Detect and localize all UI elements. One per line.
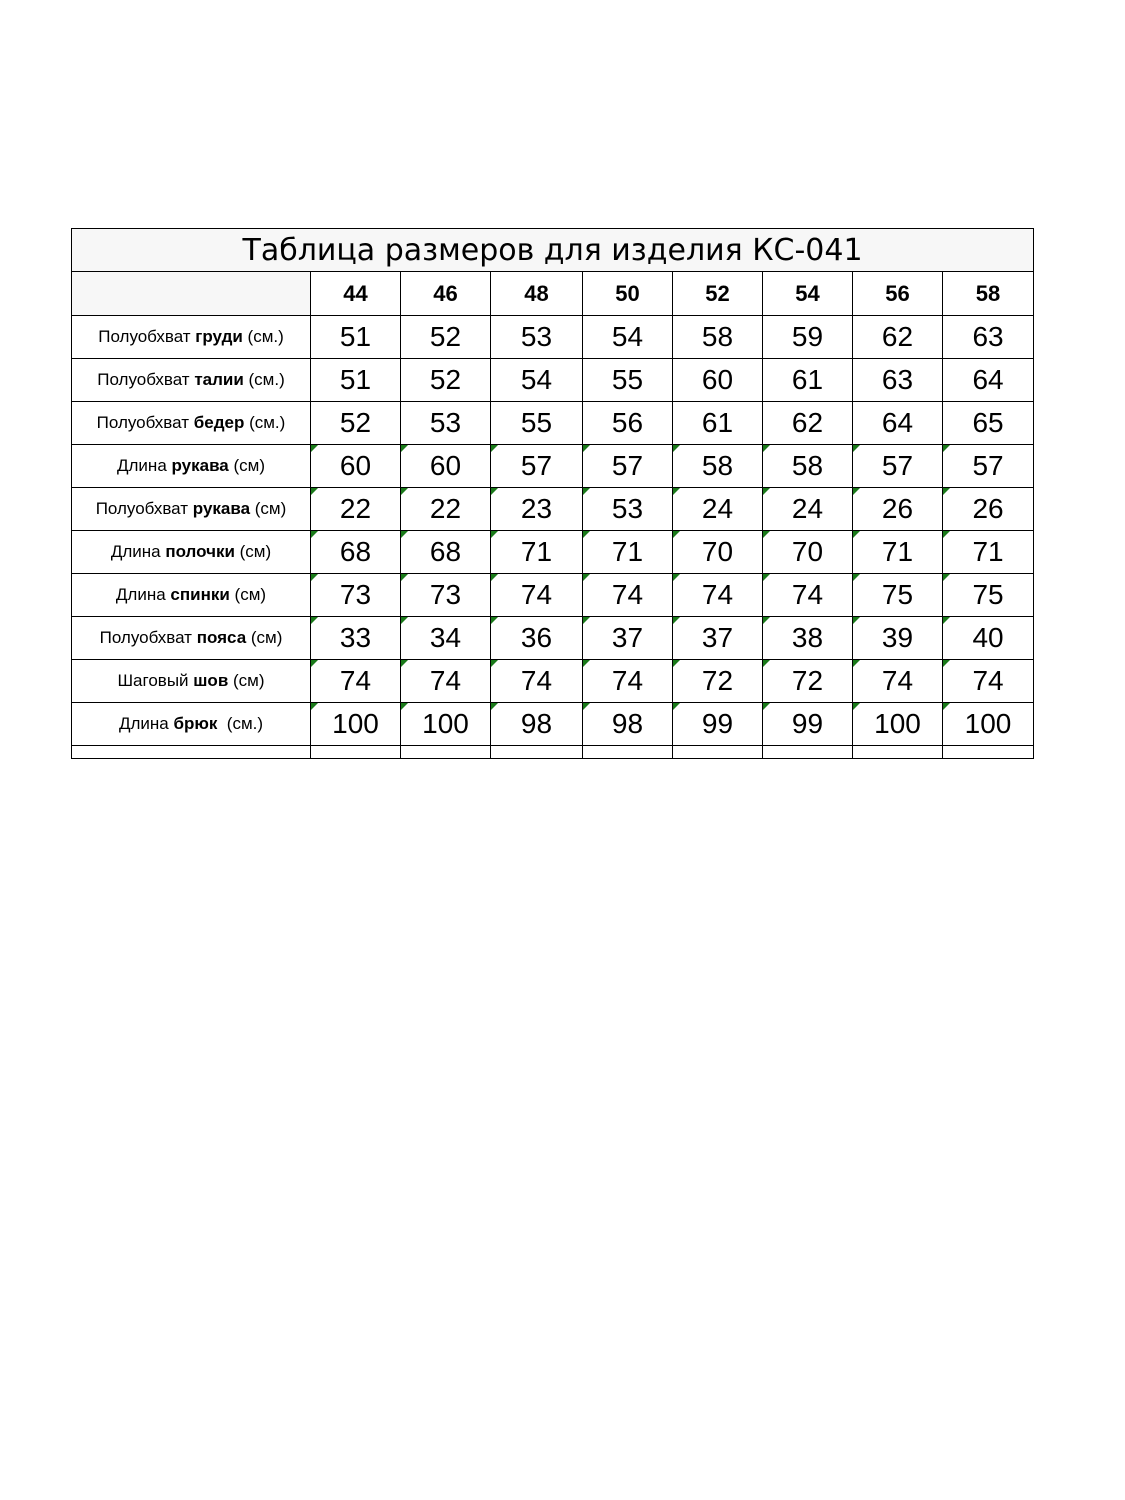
value-cell: 72 bbox=[673, 660, 763, 703]
value-cell: 68 bbox=[311, 531, 401, 574]
value-cell: 60 bbox=[673, 359, 763, 402]
value-cell: 74 bbox=[853, 660, 943, 703]
size-header-48: 48 bbox=[491, 272, 583, 316]
row-label-measure: полочки bbox=[165, 542, 235, 561]
value-cell: 64 bbox=[943, 359, 1034, 402]
row-label-unit: (см) bbox=[234, 542, 272, 561]
value-cell: 51 bbox=[311, 359, 401, 402]
row-label-measure: рукава bbox=[171, 456, 229, 475]
empty-stub-row bbox=[72, 746, 1034, 759]
row-label-unit: (см) bbox=[229, 585, 267, 604]
value-cell: 75 bbox=[853, 574, 943, 617]
table-row bbox=[72, 660, 1034, 703]
row-label-unit: (см) bbox=[228, 456, 265, 475]
value-cell: 73 bbox=[401, 574, 491, 617]
row-label-unit: (см) bbox=[250, 499, 287, 518]
size-header-58: 58 bbox=[943, 272, 1034, 316]
row-label-prefix: Длина bbox=[118, 714, 174, 733]
value-cell: 74 bbox=[583, 574, 673, 617]
table-body bbox=[72, 316, 1034, 759]
row-label-unit: (см.) bbox=[242, 327, 284, 346]
row-label bbox=[72, 531, 311, 574]
value-cell: 99 bbox=[763, 703, 853, 746]
empty-cell bbox=[311, 746, 401, 759]
value-cell: 63 bbox=[853, 359, 943, 402]
value-cell: 100 bbox=[311, 703, 401, 746]
value-cell: 100 bbox=[943, 703, 1034, 746]
value-cell: 99 bbox=[673, 703, 763, 746]
value-cell: 74 bbox=[491, 574, 583, 617]
size-header-46: 46 bbox=[401, 272, 491, 316]
value-cell: 33 bbox=[311, 617, 401, 660]
row-label-unit: (см) bbox=[228, 671, 265, 690]
empty-cell bbox=[583, 746, 673, 759]
row-label-prefix: Полуобхват bbox=[96, 413, 194, 432]
row-label-unit: (см.) bbox=[243, 370, 285, 389]
value-cell: 55 bbox=[491, 402, 583, 445]
value-cell: 37 bbox=[673, 617, 763, 660]
value-cell: 65 bbox=[943, 402, 1034, 445]
value-cell: 98 bbox=[491, 703, 583, 746]
table-row bbox=[72, 316, 1034, 359]
size-header-52: 52 bbox=[673, 272, 763, 316]
value-cell: 60 bbox=[401, 445, 491, 488]
value-cell: 60 bbox=[311, 445, 401, 488]
value-cell: 38 bbox=[763, 617, 853, 660]
row-label-measure: груди bbox=[195, 327, 243, 346]
value-cell: 22 bbox=[311, 488, 401, 531]
value-cell: 73 bbox=[311, 574, 401, 617]
table-title: Таблица размеров для изделия КС-041 bbox=[72, 229, 1034, 272]
value-cell: 57 bbox=[943, 445, 1034, 488]
table-row bbox=[72, 402, 1034, 445]
value-cell: 71 bbox=[491, 531, 583, 574]
row-label-measure: бедер bbox=[193, 413, 245, 432]
value-cell: 74 bbox=[763, 574, 853, 617]
size-header-row bbox=[72, 272, 1034, 316]
table-row bbox=[72, 617, 1034, 660]
value-cell: 23 bbox=[491, 488, 583, 531]
row-label-prefix: Шаговый bbox=[117, 671, 194, 690]
row-label bbox=[72, 617, 311, 660]
row-label-unit: (см.) bbox=[244, 413, 286, 432]
value-cell: 61 bbox=[673, 402, 763, 445]
value-cell: 62 bbox=[853, 316, 943, 359]
value-cell: 57 bbox=[491, 445, 583, 488]
row-label-prefix: Полуобхват bbox=[97, 370, 195, 389]
row-label bbox=[72, 316, 311, 359]
row-label bbox=[72, 660, 311, 703]
row-label-prefix: Полуобхват bbox=[99, 628, 197, 647]
value-cell: 55 bbox=[583, 359, 673, 402]
value-cell: 58 bbox=[673, 445, 763, 488]
value-cell: 56 bbox=[583, 402, 673, 445]
table-row bbox=[72, 574, 1034, 617]
size-header-44: 44 bbox=[311, 272, 401, 316]
empty-cell bbox=[853, 746, 943, 759]
empty-cell bbox=[72, 746, 311, 759]
row-label-measure: шов bbox=[193, 671, 229, 690]
row-label-unit: (см.) bbox=[217, 714, 264, 733]
row-label-prefix: Длина bbox=[117, 456, 172, 475]
value-cell: 74 bbox=[583, 660, 673, 703]
value-cell: 71 bbox=[853, 531, 943, 574]
size-table bbox=[71, 228, 1034, 759]
value-cell: 58 bbox=[763, 445, 853, 488]
value-cell: 36 bbox=[491, 617, 583, 660]
table-row bbox=[72, 703, 1034, 746]
value-cell: 24 bbox=[673, 488, 763, 531]
value-cell: 61 bbox=[763, 359, 853, 402]
value-cell: 37 bbox=[583, 617, 673, 660]
row-label-prefix: Длина bbox=[110, 542, 166, 561]
value-cell: 72 bbox=[763, 660, 853, 703]
value-cell: 26 bbox=[943, 488, 1034, 531]
table-row bbox=[72, 531, 1034, 574]
row-label-measure: рукава bbox=[192, 499, 251, 518]
row-label bbox=[72, 703, 311, 746]
value-cell: 70 bbox=[763, 531, 853, 574]
value-cell: 63 bbox=[943, 316, 1034, 359]
value-cell: 75 bbox=[943, 574, 1034, 617]
value-cell: 22 bbox=[401, 488, 491, 531]
value-cell: 98 bbox=[583, 703, 673, 746]
value-cell: 53 bbox=[491, 316, 583, 359]
size-header-50: 50 bbox=[583, 272, 673, 316]
value-cell: 64 bbox=[853, 402, 943, 445]
value-cell: 34 bbox=[401, 617, 491, 660]
value-cell: 71 bbox=[583, 531, 673, 574]
value-cell: 57 bbox=[583, 445, 673, 488]
value-cell: 68 bbox=[401, 531, 491, 574]
row-label-unit: (см) bbox=[246, 628, 283, 647]
row-label bbox=[72, 402, 311, 445]
value-cell: 54 bbox=[491, 359, 583, 402]
value-cell: 100 bbox=[853, 703, 943, 746]
size-header-56: 56 bbox=[853, 272, 943, 316]
row-label-measure: талии bbox=[194, 370, 244, 389]
value-cell: 54 bbox=[583, 316, 673, 359]
row-label bbox=[72, 445, 311, 488]
row-label bbox=[72, 488, 311, 531]
value-cell: 70 bbox=[673, 531, 763, 574]
value-cell: 74 bbox=[401, 660, 491, 703]
size-header-54: 54 bbox=[763, 272, 853, 316]
row-label-prefix: Длина bbox=[115, 585, 171, 604]
value-cell: 100 bbox=[401, 703, 491, 746]
value-cell: 39 bbox=[853, 617, 943, 660]
row-label-prefix: Полуобхват bbox=[95, 499, 193, 518]
value-cell: 52 bbox=[311, 402, 401, 445]
empty-cell bbox=[763, 746, 853, 759]
value-cell: 74 bbox=[673, 574, 763, 617]
table-row bbox=[72, 359, 1034, 402]
value-cell: 59 bbox=[763, 316, 853, 359]
table-row bbox=[72, 445, 1034, 488]
value-cell: 57 bbox=[853, 445, 943, 488]
row-label-measure: брюк bbox=[173, 714, 218, 733]
value-cell: 52 bbox=[401, 359, 491, 402]
value-cell: 74 bbox=[491, 660, 583, 703]
row-label bbox=[72, 359, 311, 402]
value-cell: 53 bbox=[583, 488, 673, 531]
corner-cell bbox=[72, 272, 311, 316]
empty-cell bbox=[943, 746, 1034, 759]
row-label bbox=[72, 574, 311, 617]
value-cell: 71 bbox=[943, 531, 1034, 574]
value-cell: 26 bbox=[853, 488, 943, 531]
value-cell: 74 bbox=[311, 660, 401, 703]
row-label-prefix: Полуобхват bbox=[98, 327, 196, 346]
empty-cell bbox=[673, 746, 763, 759]
empty-cell bbox=[491, 746, 583, 759]
table-row bbox=[72, 488, 1034, 531]
value-cell: 58 bbox=[673, 316, 763, 359]
row-label-measure: спинки bbox=[170, 585, 230, 604]
value-cell: 53 bbox=[401, 402, 491, 445]
value-cell: 51 bbox=[311, 316, 401, 359]
value-cell: 52 bbox=[401, 316, 491, 359]
empty-cell bbox=[401, 746, 491, 759]
row-label-measure: пояса bbox=[196, 628, 247, 647]
value-cell: 62 bbox=[763, 402, 853, 445]
value-cell: 24 bbox=[763, 488, 853, 531]
value-cell: 74 bbox=[943, 660, 1034, 703]
value-cell: 40 bbox=[943, 617, 1034, 660]
